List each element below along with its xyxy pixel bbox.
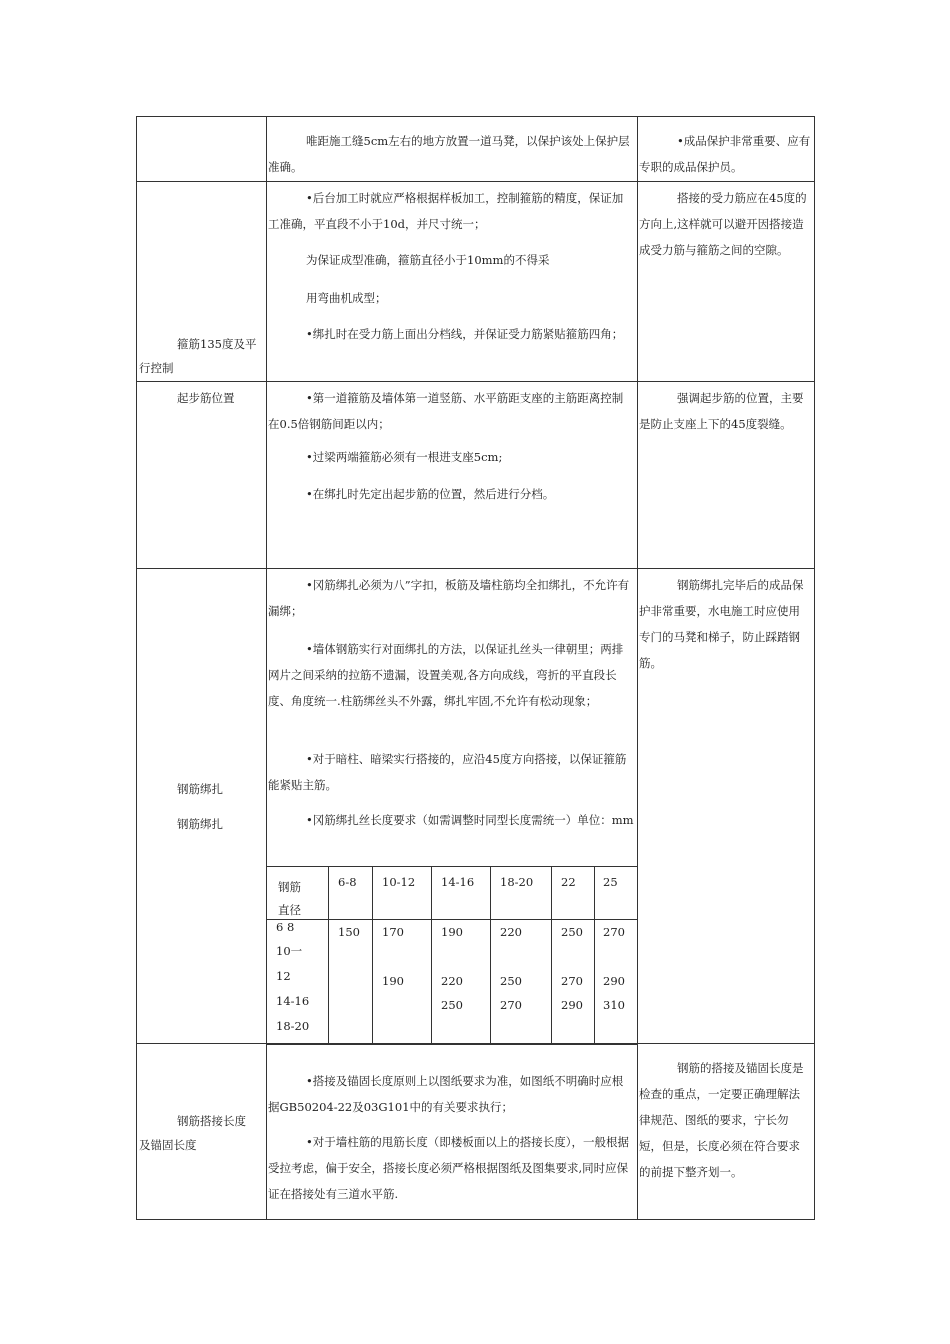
measure-text: 为保证成型准确，箍筋直径小于10mm的不得采: [306, 253, 550, 267]
row-label: 箍筋135度及平: [177, 337, 257, 351]
wire-length-table: [266, 866, 637, 1045]
header-cell: 18-20: [500, 875, 534, 889]
value-cell: 190: [441, 925, 463, 939]
value-cell: 310: [603, 998, 625, 1012]
measure-text: •搭接及锚固长度原则上以图纸要求为准，如图纸不明确时应根据GB50204-22及03G101中的有关要求执行；: [268, 1074, 624, 1114]
diameter-cell: 18-20: [276, 1019, 310, 1033]
diameter-cell: 14-16: [276, 994, 310, 1008]
measure-text: •绑扎时在受力筋上面出分档线，并保证受力筋紧贴箍筋四角；: [306, 327, 624, 341]
inner-column-divider: [431, 867, 432, 1044]
diameter-cell: 6 8: [276, 920, 295, 934]
measure-text: 用弯曲机成型；: [306, 291, 387, 305]
measure-text: •过梁两端箍筋必须有一根进支座5cm;: [306, 450, 503, 464]
row-label: 钢筋搭接长度: [177, 1114, 246, 1128]
row-label: 钢筋绑扎: [177, 817, 223, 831]
value-cell: 270: [603, 925, 625, 939]
note-text: 强调起步筋的位置，主要是防止支座上下的45度裂缝。: [639, 391, 804, 431]
row-label: 行控制: [139, 361, 174, 375]
value-cell: 250: [561, 925, 583, 939]
value-cell: 290: [603, 974, 625, 988]
row-label: 及锚固长度: [139, 1138, 197, 1152]
inner-column-divider: [551, 867, 552, 1044]
measure-text: •冈筋绑扎必须为八”字扣，板筋及墙柱筋均全扣绑扎，不允许有漏绑；: [268, 578, 630, 618]
note-text: 钢筋绑扎完毕后的成品保护非常重要，水电施工时应使用专门的马凳和梯子，防止踩踏钢筋。: [639, 578, 804, 670]
value-cell: 290: [561, 998, 583, 1012]
measure-text: •对于暗柱、暗梁实行搭接的，应沿45度方向搭接，以保证箍筋能紧贴主筋。: [268, 752, 627, 792]
inner-column-divider: [372, 867, 373, 1044]
measure-text: •冈筋绑扎丝长度要求（如需调整时同型长度需统一）单位：mm: [306, 813, 634, 827]
header-cell: 25: [603, 875, 618, 889]
value-cell: 220: [500, 925, 522, 939]
header-cell: 直径: [278, 903, 301, 917]
row-label: 起步筋位置: [177, 391, 235, 405]
row-divider: [137, 381, 814, 382]
note-text: 钢筋的搭接及锚固长度是检查的重点，一定要正确理解法律规范、图纸的要求，宁长勿短，但是，长度必须在符合要求的前提下整齐划一。: [639, 1061, 804, 1179]
measure-text: 唯距施工缝5cm左右的地方放置一道马凳，以保护该处上保护层准确。: [268, 134, 630, 174]
value-cell: 250: [441, 998, 463, 1012]
value-cell: 270: [561, 974, 583, 988]
value-cell: 190: [382, 974, 404, 988]
value-cell: 220: [441, 974, 463, 988]
note-text: •成品保护非常重要、应有专职的成品保护员。: [639, 134, 811, 174]
measure-text: •墙体钢筋实行对面绑扎的方法，以保证扎丝头一律朝里；两排网片之间采纳的拉筋不遗漏，设置美观,各方向成线，弯折的平直段长度、角度统一.柱筋绑丝头不外露，绑扎牢固,不允许有松动现象；: [268, 642, 624, 708]
inner-column-divider: [328, 867, 329, 1044]
value-cell: 170: [382, 925, 404, 939]
value-cell: 270: [500, 998, 522, 1012]
header-cell: 22: [561, 875, 576, 889]
value-cell: 250: [500, 974, 522, 988]
header-cell: 6-8: [338, 875, 357, 889]
header-cell: 10-12: [382, 875, 416, 889]
value-cell: 150: [338, 925, 360, 939]
column-divider: [266, 117, 267, 1219]
measure-text: •后台加工时就应严格根据样板加工，控制箍筋的精度，保证加工准确，平直段不小于10d，并尺寸统一；: [268, 191, 624, 231]
inner-column-divider: [490, 867, 491, 1044]
measure-text: •对于墙柱筋的甩筋长度（即楼板面以上的搭接长度），一般根据受拉考虑，偏于安全，搭接长度必须严格根据图纸及图集要求,同时应保证在搭接处有三道水平筋.: [268, 1135, 630, 1201]
diameter-cell: 12: [276, 969, 291, 983]
diameter-cell: 10一: [276, 944, 303, 958]
inner-column-divider: [594, 867, 595, 1044]
requirements-table: [136, 116, 815, 1220]
row-divider: [137, 181, 814, 182]
column-divider: [637, 117, 638, 1219]
measure-text: •第一道箍筋及墙体第一道竖筋、水平筋距支座的主筋距离控制在0.5倍钢筋间距以内；: [268, 391, 624, 431]
header-cell: 钢筋: [278, 880, 301, 894]
row-label: 钢筋绑扎: [177, 782, 223, 796]
header-cell: 14-16: [441, 875, 475, 889]
row-divider: [137, 568, 814, 569]
note-text: 搭接的受力筋应在45度的方向上,这样就可以避开因搭接造成受力筋与箍筋之间的空隙。: [639, 191, 807, 257]
measure-text: •在绑扎时先定出起步筋的位置，然后进行分档。: [306, 487, 555, 501]
